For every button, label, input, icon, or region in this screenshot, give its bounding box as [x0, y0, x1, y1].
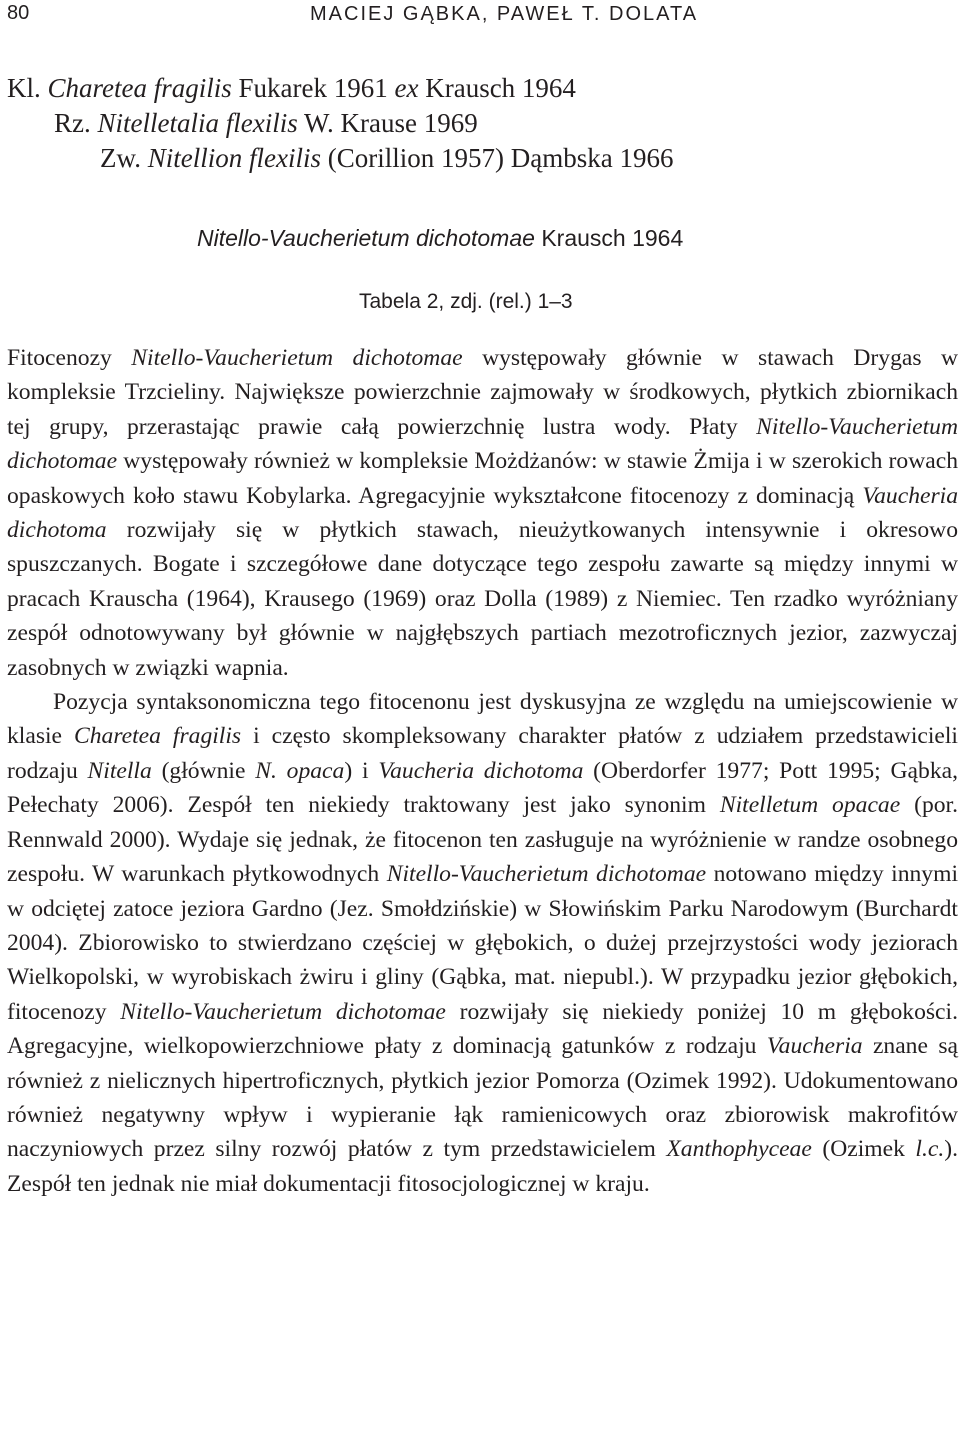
italic-term: Vaucheria [766, 1033, 863, 1060]
text-run: występowały również w kompleksie Możdżanów: w stawie Żmija i w szerokich rowach opaskowych koło stawu Kobylarka. Agregacyjnie wykształcone fitocenozy z dominacją [7, 448, 958, 509]
text-run: (głównie [151, 757, 256, 784]
text-run: (por. Rennwald 2000). Wydaje się jednak, że fitocenon ten zasługuje na wyróżnienie w randze osobnego zespołu. W warunkach płytkowodnych [7, 792, 958, 888]
page-number: 80 [7, 2, 30, 24]
paragraph-2 [7, 685, 958, 1201]
paragraph-1 [7, 341, 958, 685]
order-name: Nitelletalia flexilis [97, 108, 298, 138]
syntax-class-line: Kl. Charetea fragilis Fukarek 1961 ex Krausch 1964 [7, 73, 576, 103]
document-page [7, 0, 958, 1440]
text-run: Pozycja syntaksonomiczna tego fitocenonu jest dyskusyjna ze względu na umiejscowienie w klasie [7, 689, 958, 750]
class-name: Charetea fragilis [47, 73, 232, 103]
italic-term: N. opaca [255, 757, 345, 784]
association-heading: Nitello-Vaucherietum dichotomae Krausch 1964 [197, 225, 684, 251]
text-run: (Ozimek [811, 1136, 916, 1163]
running-head [7, 2, 958, 26]
text-run: Fitocenozy [7, 345, 132, 371]
italic-term: Nitello-Vaucherietum dichotomae [120, 998, 446, 1025]
italic-term: l.c. [915, 1136, 945, 1163]
italic-term: Nitello-Vaucherietum dichotomae [7, 413, 958, 475]
text-run: ) i [344, 757, 379, 784]
text-run: rozwijały się w płytkich stawach, nieużytkowanych intensywnie i okresowo spuszczanych. Bogate i szczegółowe dane dotyczące tego zespołu zawarte są między innymi w pracach Krauscha (1964), Krausego (1969) oraz Dolla (1989) z Niemiec. Ten rzadko wyróżniany zespół odnotowywany był głównie w najgłębszych partiach mezotroficznych jezior, zazwyczaj zasobnych w związki wapnia. [7, 517, 958, 681]
table-reference: Tabela 2, zdj. (rel.) 1–3 [359, 290, 573, 313]
italic-term: Nitelletum opacae [719, 792, 901, 819]
text-run: występowały głównie w stawach Drygas w kompleksie Trzcieliny. Największe powierzchnie zajmowały w środkowych, płytkich zbiornikach tej grupy, przerastając prawie całą powierzchnię lustra wody. Płaty [7, 345, 958, 440]
text-run: (Oberdorfer 1977; Pott 1995; Gąbka, Pełechaty 2006). Zespół ten niekiedy traktowany jest jako synonim [7, 757, 958, 819]
running-title-authors: MACIEJ GĄBKA, PAWEŁ T. DOLATA [310, 3, 699, 25]
text-run: znane są również z nielicznych hipertroficznych, płytkich jezior Pomorza (Ozimek 1992). Udokumentowano również negatywny wpływ i wypieranie łąk ramienicowych oraz zbiorowisk makrofitów naczyniowych przez silny rozwój płatów z tym przedstawicielem [7, 1033, 958, 1163]
syntax-order-line: Rz. Nitelletalia flexilis W. Krause 1969 [54, 108, 478, 138]
italic-term: Xanthophyceae [666, 1136, 812, 1163]
text-run: notowano między innymi w odciętej zatoce jeziora Gardno (Jez. Smołdzińskie) w Słowińskim Parku Narodowym (Burchardt 2004). Zbiorowisko to stwierdzano częściej w głębokich, o dużej przejrzystości wody jeziorach Wielkopolski, w wyrobiskach żwiru i gliny (Gąbka, mat. niepubl.). W przypadku jezior głębokich, fitocenozy [7, 861, 958, 1025]
body-text [7, 341, 958, 1201]
italic-term: Nitella [87, 757, 152, 784]
text-run: rozwijały się niekiedy poniżej 10 m głębokości. Agregacyjne, wielkopowierzchniowe płaty z dominacją gatunków z rodzaju [7, 998, 958, 1060]
italic-term: Vaucheria dichotoma [7, 482, 958, 544]
italic-term: Charetea fragilis [74, 723, 242, 750]
italic-term: Vaucheria dichotoma [378, 757, 584, 784]
text-run: i często skompleksowany charakter płatów z udziałem przedstawicieli rodzaju [7, 723, 958, 784]
alliance-name: Nitellion flexilis [147, 143, 321, 173]
italic-term: Nitello-Vaucherietum dichotomae [386, 861, 707, 888]
italic-term: Nitello-Vaucherietum dichotomae [131, 345, 463, 371]
syntax-alliance-line: Zw. Nitellion flexilis (Corillion 1957) Dąmbska 1966 [100, 143, 674, 173]
text-run: ). Zespół ten jednak nie miał dokumentacji fitosocjologicznej w kraju. [7, 1136, 959, 1197]
